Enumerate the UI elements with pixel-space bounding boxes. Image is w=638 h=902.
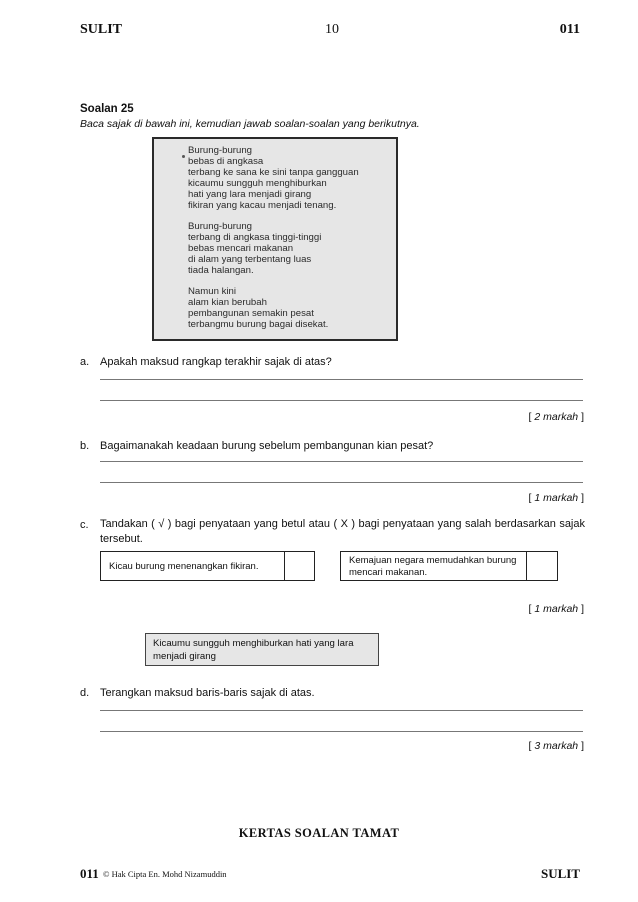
- footer-code: 011: [80, 866, 99, 881]
- footer-sulit: SULIT: [540, 866, 580, 881]
- part-b-letter: b.: [80, 440, 90, 452]
- poem-line: kicaumu sungguh menghiburkan: [188, 178, 327, 189]
- answer-line[interactable]: [100, 731, 583, 732]
- answer-line[interactable]: [100, 461, 583, 462]
- tick-answer-box-2[interactable]: [526, 552, 557, 580]
- answer-line[interactable]: [100, 482, 583, 483]
- poem-line: Namun kini: [188, 286, 236, 297]
- part-a-question: Apakah maksud rangkap terakhir sajak di atas?: [100, 356, 332, 368]
- part-c-letter: c.: [80, 519, 89, 531]
- tick-answer-box-1[interactable]: [283, 552, 314, 580]
- question-instruction: Baca sajak di bawah ini, kemudian jawab soalan-soalan yang berikutnya.: [80, 118, 420, 130]
- poem-line: alam kian berubah: [188, 297, 267, 308]
- answer-line[interactable]: [100, 710, 583, 711]
- statement-text: Kicau burung menenangkan fikiran.: [109, 561, 259, 572]
- part-d-marks: [ 3 markah ]: [528, 740, 584, 752]
- footer-copyright: © Hak Cipta En. Mohd Nizamuddin: [103, 869, 227, 879]
- part-b-question: Bagaimanakah keadaan burung sebelum pembangunan kian pesat?: [100, 440, 434, 452]
- poem-line: pembangunan semakin pesat: [188, 308, 314, 319]
- page-number: 10: [325, 22, 339, 37]
- part-c-question: Tandakan ( √ ) bagi penyataan yang betul atau ( X ) bagi penyataan yang salah berdasarkan sajak tersebut.: [100, 518, 585, 545]
- part-d-letter: d.: [80, 687, 90, 699]
- quote-box: [145, 633, 379, 666]
- question-title: Soalan 25: [80, 103, 134, 115]
- answer-line[interactable]: [100, 400, 583, 401]
- part-a-marks: [ 2 markah ]: [528, 411, 584, 423]
- poem-line: terbangmu burung bagai disekat.: [188, 319, 329, 330]
- poem-line: tiada halangan.: [188, 265, 254, 276]
- part-a-letter: a.: [80, 356, 90, 368]
- poem-line: fikiran yang kacau menjadi tenang.: [188, 200, 337, 211]
- poem-line: terbang di angkasa tinggi-tinggi: [188, 232, 322, 243]
- poem-line: Burung-burung: [188, 145, 253, 156]
- statement-text: Kemajuan negara memudahkan burung mencari makanan.: [349, 555, 517, 578]
- poem-box: [152, 137, 398, 341]
- poem-line: bebas mencari makanan: [188, 243, 294, 254]
- quote-text: Kicaumu sungguh menghiburkan hati yang lara menjadi girang: [153, 638, 354, 662]
- poem-line: terbang ke sana ke sini tanpa gangguan: [188, 167, 359, 178]
- poem-line: bebas di angkasa: [188, 156, 264, 167]
- poem-line: hati yang lara menjadi girang: [188, 189, 312, 200]
- answer-line[interactable]: [100, 379, 583, 380]
- header-code-right: 011: [559, 22, 580, 37]
- speck-mark: [182, 155, 185, 158]
- part-d-question: Terangkan maksud baris-baris sajak di atas.: [100, 687, 315, 699]
- poem-line: di alam yang terbentang luas: [188, 254, 312, 265]
- header-sulit-left: SULIT: [80, 22, 123, 37]
- end-of-paper: KERTAS SOALAN TAMAT: [238, 826, 400, 840]
- part-c-marks: [ 1 markah ]: [528, 603, 584, 615]
- part-b-marks: [ 1 markah ]: [528, 492, 584, 504]
- poem-line: Burung-burung: [188, 221, 253, 232]
